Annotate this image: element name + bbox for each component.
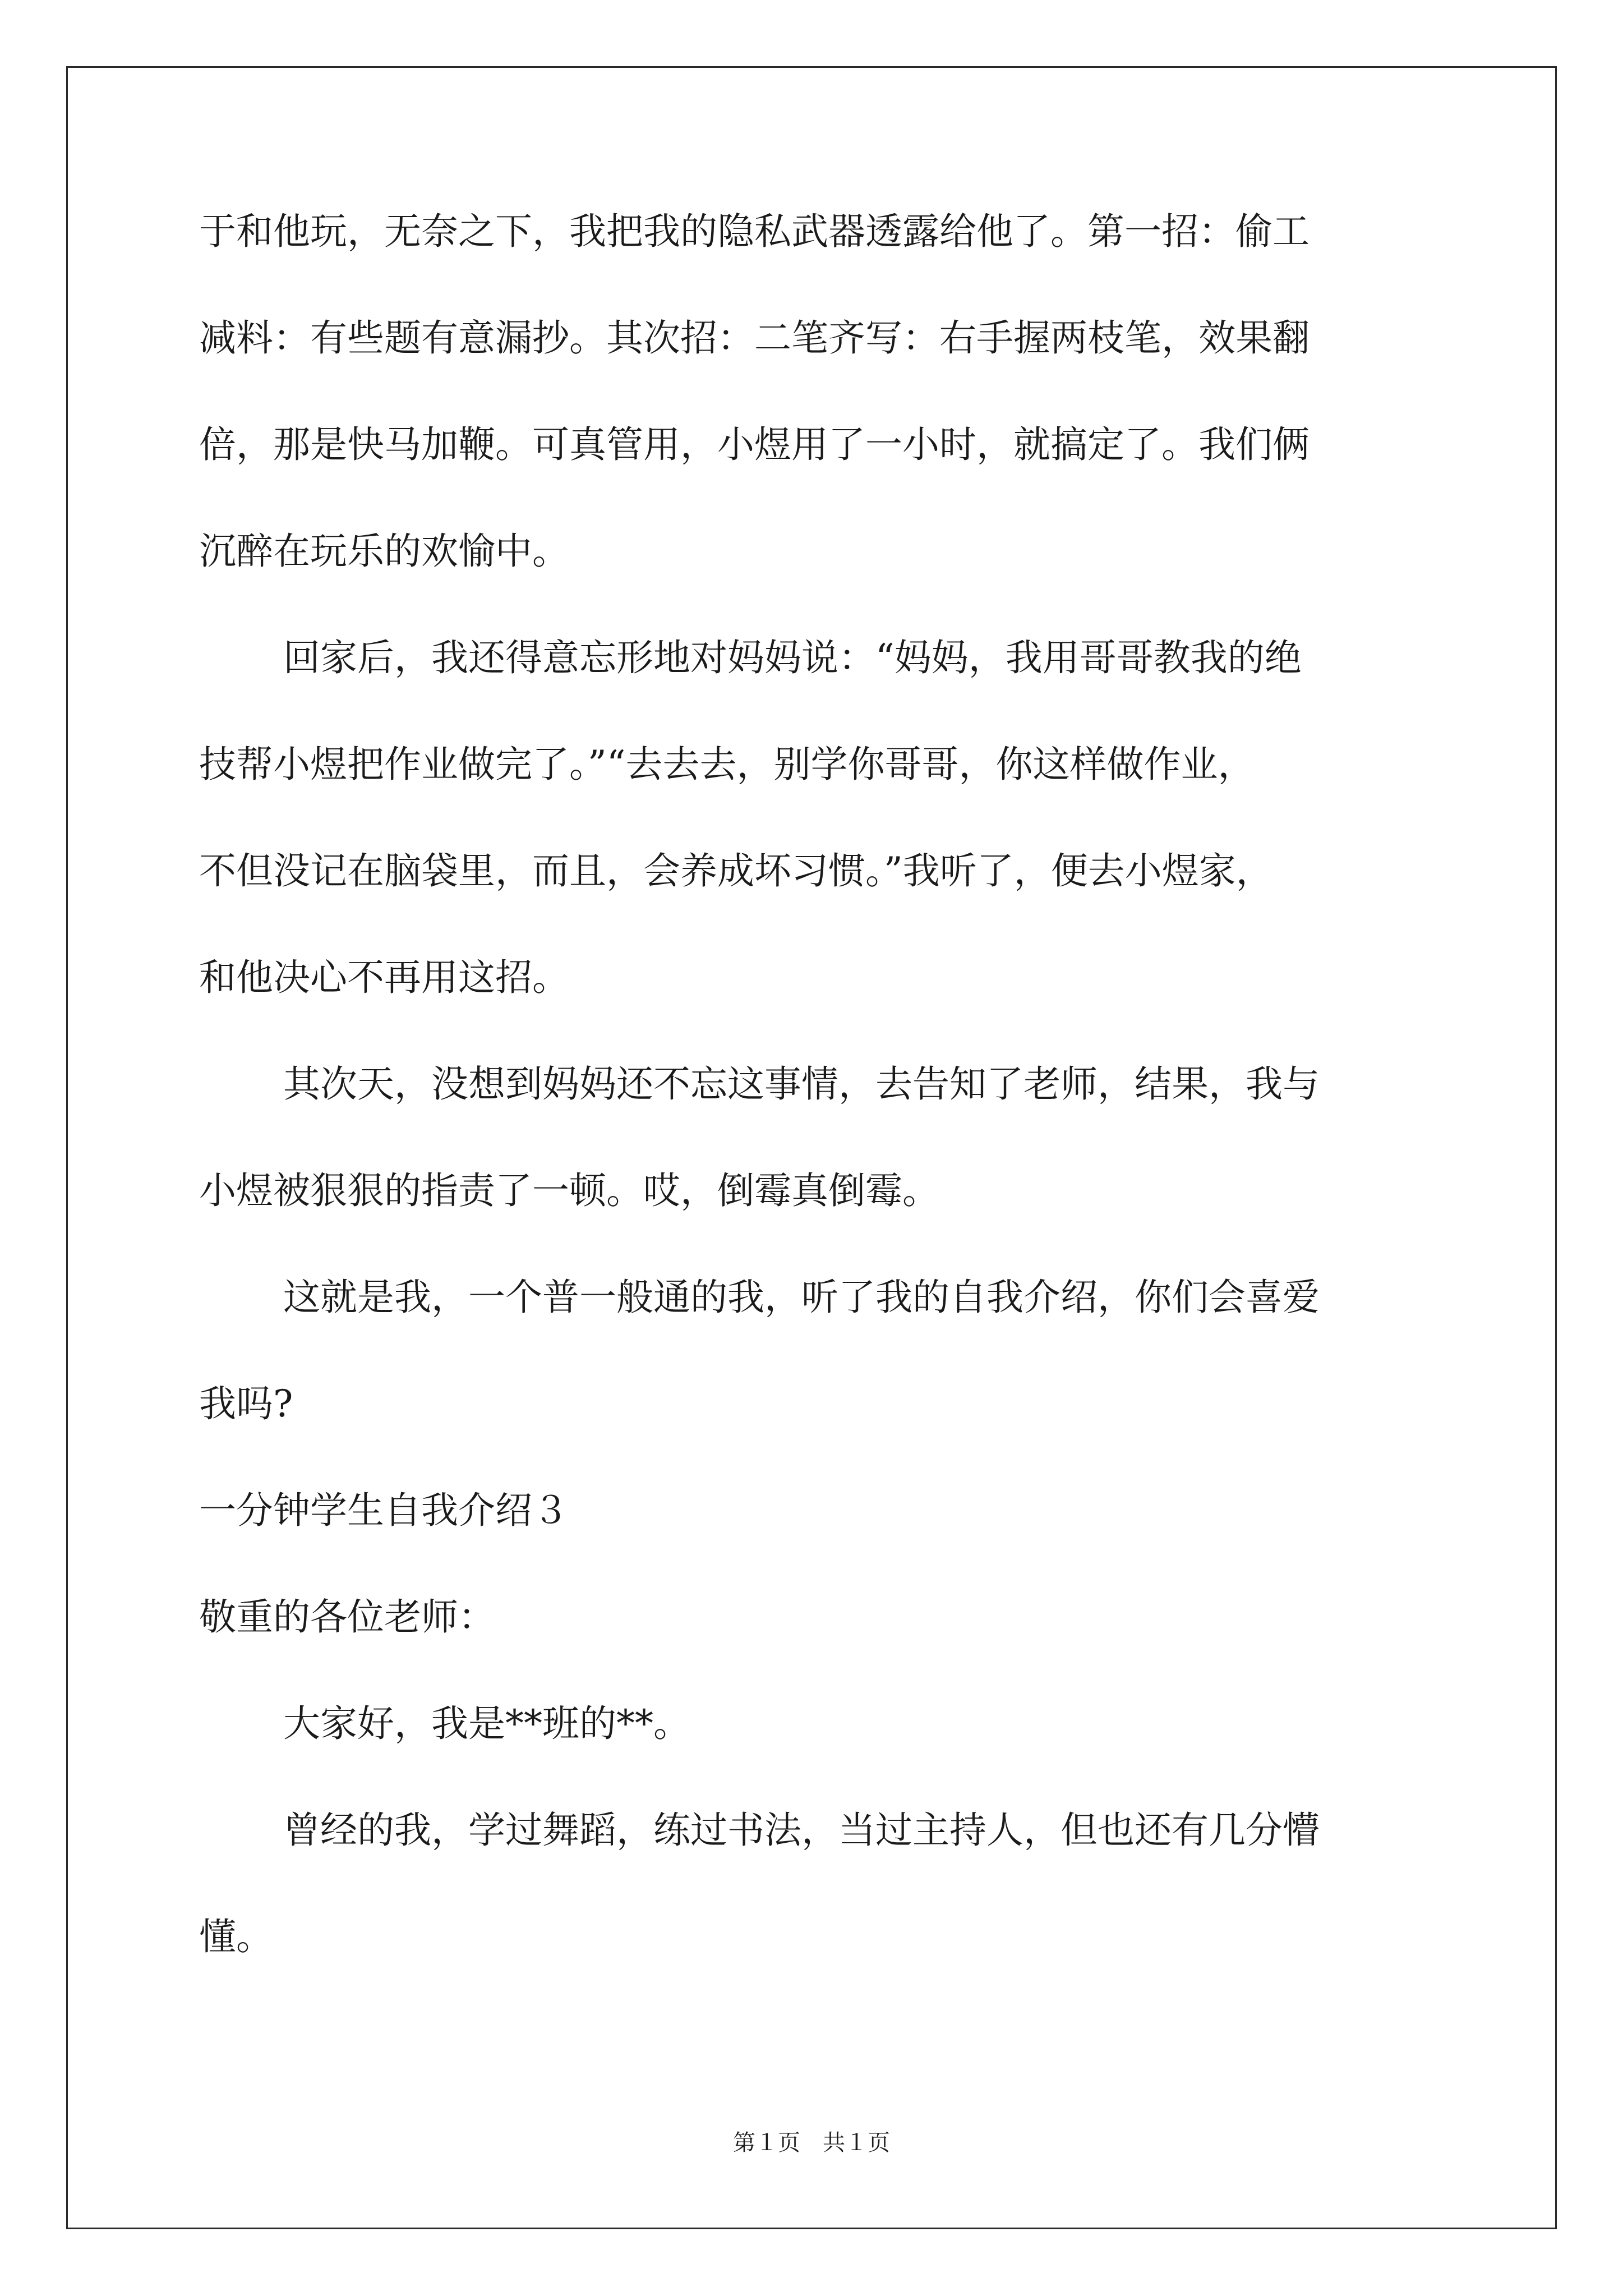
page-border (66, 66, 1557, 2229)
paragraph-line: 懂。 (199, 1915, 273, 1958)
section-heading: 一分钟学生自我介绍３ (199, 1489, 569, 1532)
salutation: 敬重的各位老师： (199, 1595, 495, 1639)
paragraph-line: 沉醉在玩乐的欢愉中。 (199, 530, 569, 573)
page-number-footer: 第１页 共１页 (733, 2130, 890, 2156)
paragraph-line: 和他决心不再用这招。 (199, 956, 569, 999)
paragraph-line: 回家后，我还得意忘形地对妈妈说：“妈妈，我用哥哥教我的绝 (283, 636, 1302, 679)
paragraph-line: 小煜被狠狠的指责了一顿。哎，倒霉真倒霉。 (199, 1169, 939, 1212)
paragraph-line: 曾经的我，学过舞蹈，练过书法，当过主持人，但也还有几分懵 (283, 1809, 1320, 1852)
paragraph-line: 其次天，没想到妈妈还不忘这事情，去告知了老师，结果，我与 (283, 1062, 1320, 1106)
paragraph-line: 我吗? (199, 1382, 293, 1425)
paragraph-line: 倍，那是快马加鞭。可真管用，小煜用了一小时，就搞定了。我们俩 (199, 423, 1310, 466)
paragraph-line: 这就是我，一个普一般通的我，听了我的自我介绍，你们会喜爱 (283, 1276, 1320, 1319)
paragraph-line: 技帮小煜把作业做完了。”“去去去，别学你哥哥，你这样做作业， (199, 743, 1255, 786)
paragraph-line: 于和他玩，无奈之下，我把我的隐私武器透露给他了。第一招：偷工 (199, 210, 1310, 253)
paragraph-line: 不但没记在脑袋里，而且，会养成坏习惯。”我听了，便去小煜家， (199, 849, 1273, 892)
paragraph-line: 减料：有些题有意漏抄。其次招：二笔齐写：右手握两枝笔，效果翻 (199, 316, 1310, 360)
paragraph-line: 大家好，我是**班的**。 (283, 1702, 690, 1745)
